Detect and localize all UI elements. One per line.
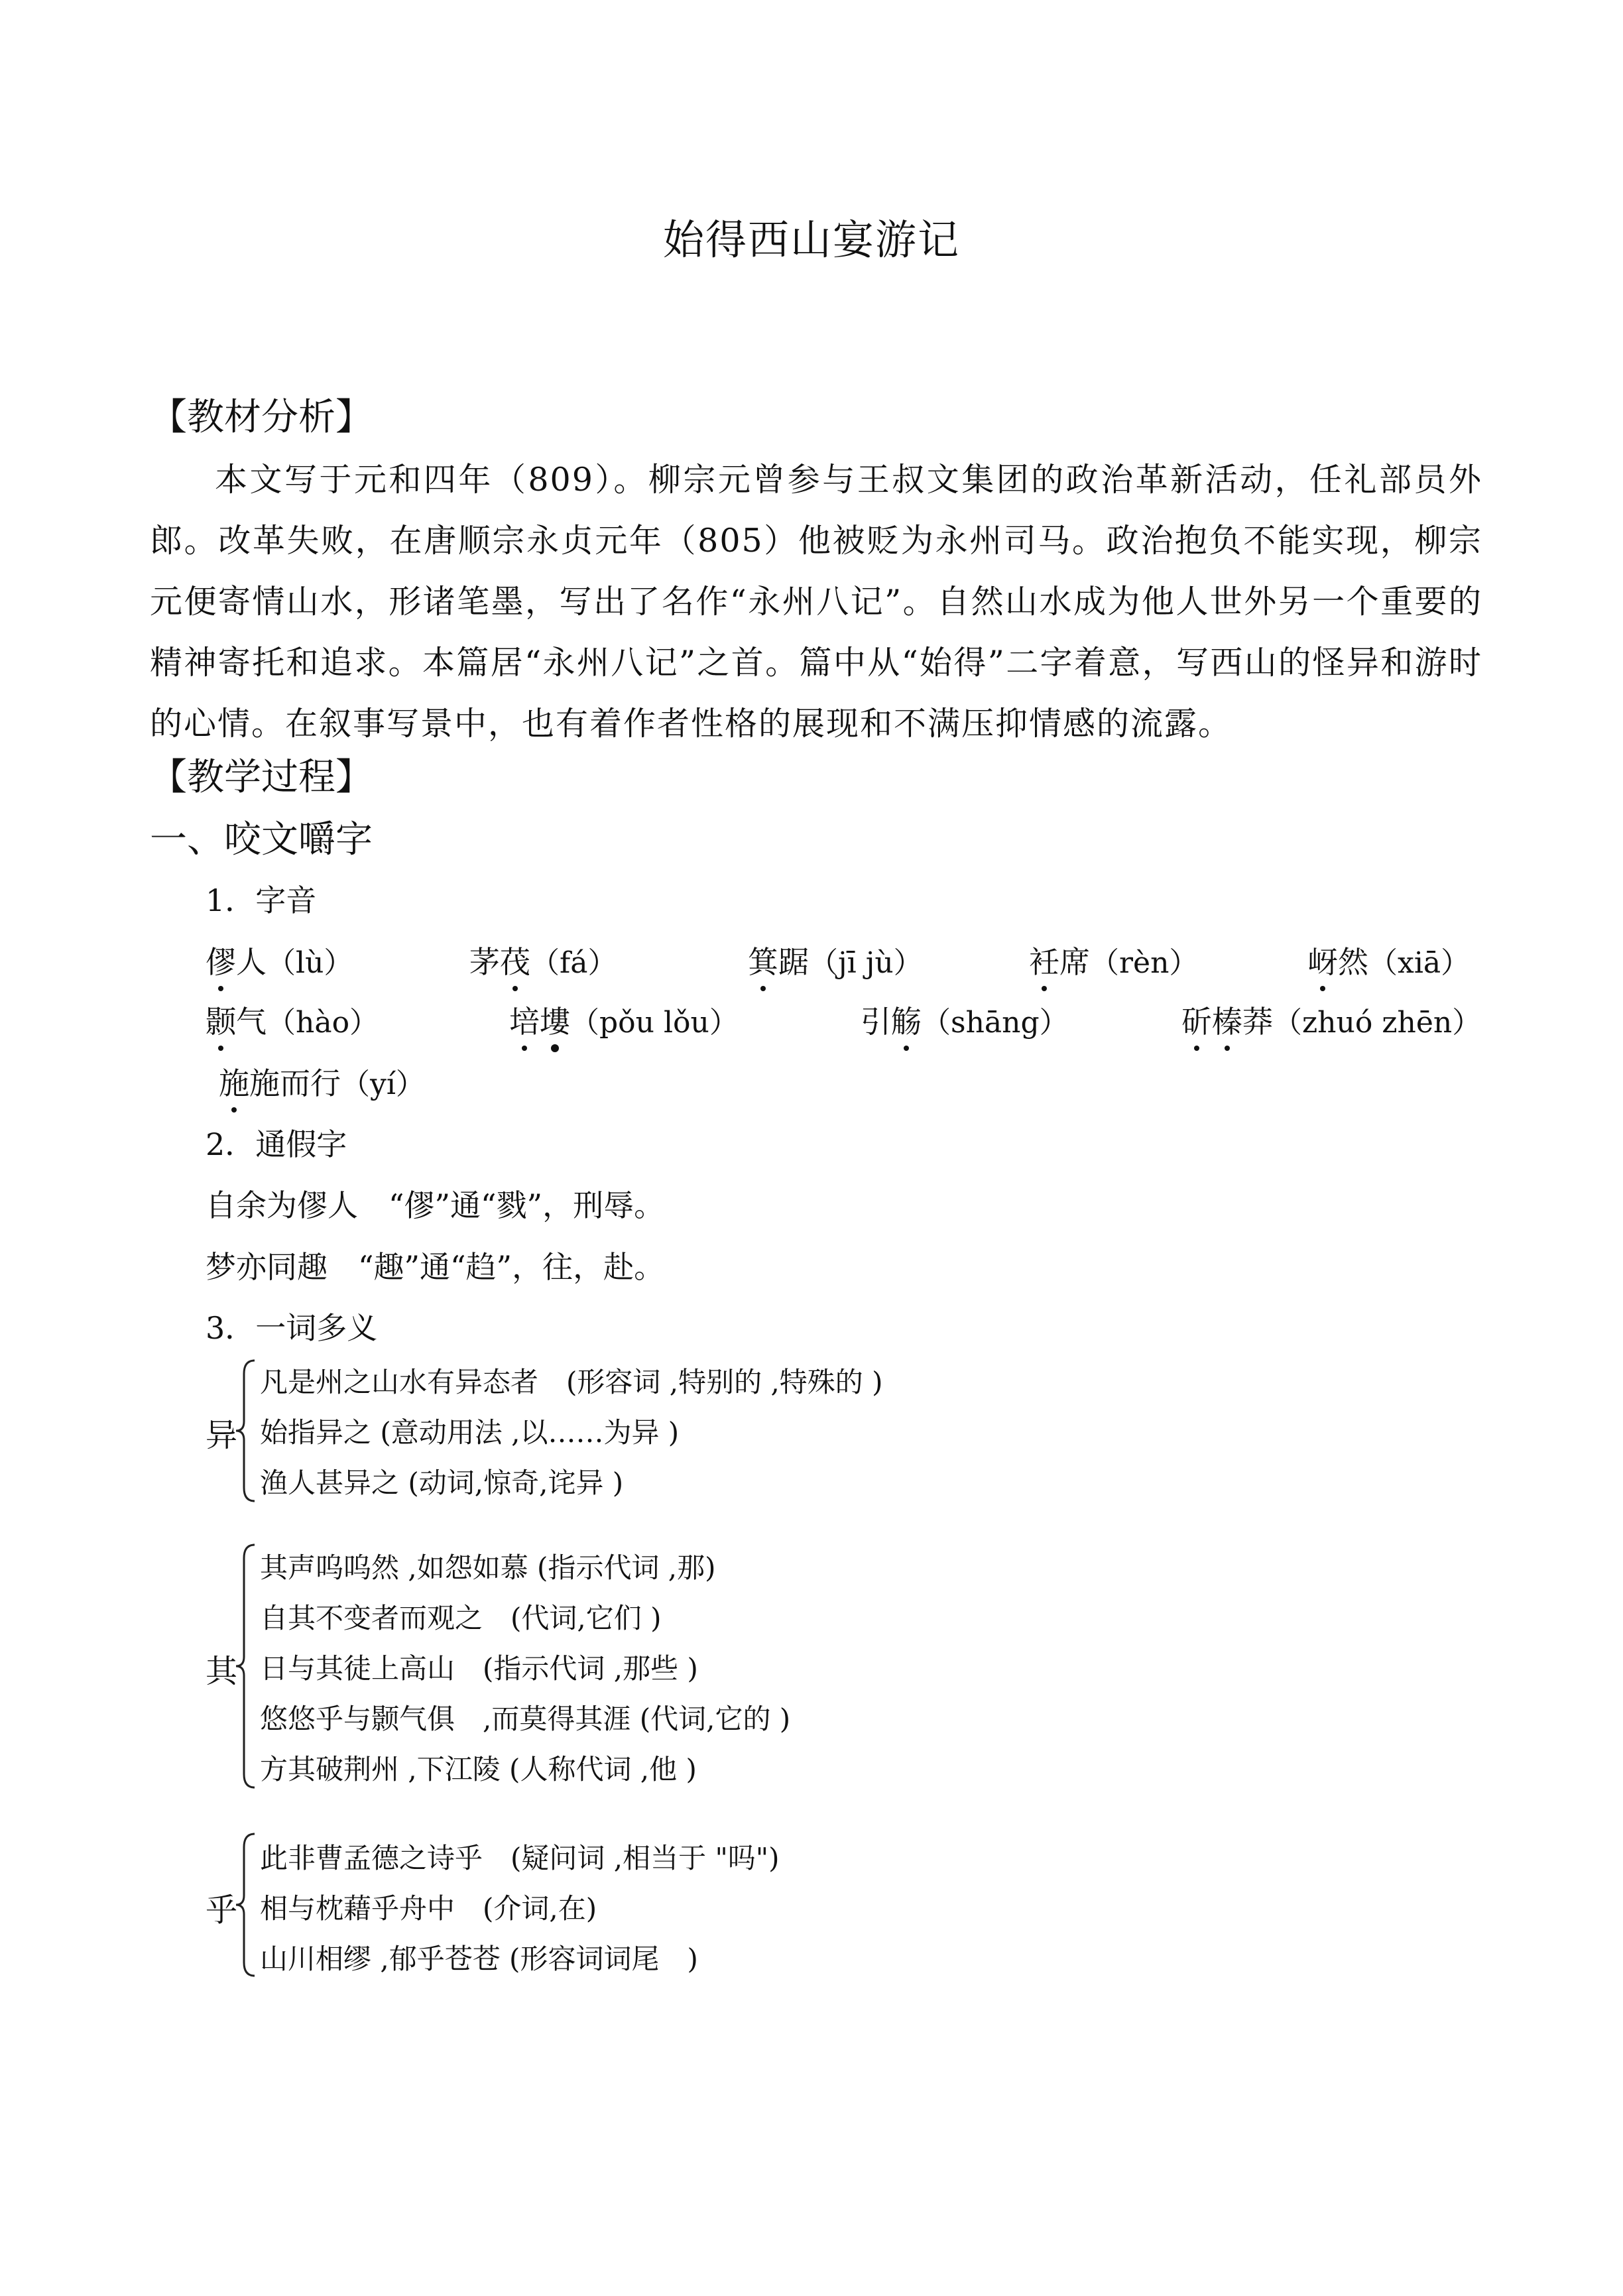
polysemy-line: 此非曹孟德之诗乎 (疑问词 ,相当于 "吗") xyxy=(260,1842,780,1874)
pron-item: 箕踞（jī jù） xyxy=(748,938,923,982)
pron-item: 茅茷（fá） xyxy=(469,938,617,982)
analysis-heading: 【教材分析】 xyxy=(150,396,373,439)
page-title: 始得西山宴游记 xyxy=(662,215,960,264)
process-heading: 【教学过程】 xyxy=(150,756,373,799)
polysemy-line: 相与枕藉乎舟中 (介词,在) xyxy=(260,1892,597,1925)
polysemy-line: 日与其徒上高山 (指示代词 ,那些 ) xyxy=(260,1652,698,1685)
polysemy-char: 其 xyxy=(206,1653,238,1690)
polysemy-line: 渔人甚异之 (动词,惊奇,诧异 ) xyxy=(260,1467,624,1499)
pron-item: 衽席（rèn） xyxy=(1029,938,1198,982)
polysemy-line: 始指异之 (意动用法 ,以……为异 ) xyxy=(260,1416,680,1449)
polysemy-line: 凡是州之山水有异态者 (形容词 ,特别的 ,特殊的 ) xyxy=(260,1366,883,1398)
polysemy-line: 山川相缪 ,郁乎苍苍 (形容词词尾 ) xyxy=(260,1943,698,1975)
tongjia-label: 2．通假字 xyxy=(206,1126,347,1162)
pron-item: 引觞（shāng） xyxy=(861,998,1069,1042)
polysemy-line: 其声呜呜然 ,如怨如慕 (指示代词 ,那) xyxy=(260,1551,716,1584)
pronunciation-label: 1．字音 xyxy=(206,882,317,918)
polysemy-char: 异 xyxy=(206,1417,238,1454)
pron-item: 斫榛莽（zhuó zhēn） xyxy=(1181,998,1481,1042)
pron-item: 培塿（pǒu lǒu） xyxy=(509,998,739,1042)
polysemy-line: 自其不变者而观之 (代词,它们 ) xyxy=(260,1602,662,1634)
analysis-paragraph xyxy=(150,450,1482,755)
pron-item: 岈然（xiā） xyxy=(1307,938,1470,982)
section-heading-1: 一、咬文嚼字 xyxy=(150,818,373,861)
polysemy-line: 方其破荆州 ,下江陵 (人称代词 ,他 ) xyxy=(260,1753,697,1785)
pron-item: 僇人（lù） xyxy=(206,938,353,982)
polysemy-label: 3．一词多义 xyxy=(206,1310,378,1346)
analysis-text: 本文写于元和四年（809）。柳宗元曾参与王叔文集团的政治革新活动，任礼部员外郎。改革失败，在唐顺宗永贞元年（805）他被贬为永州司马。政治抱负不能实现，柳宗元便寄情山水，形诸笔墨，写出了名作“永州八记”。自然山水成为他人世外另一个重要的精神寄托和追求。本篇居“永州八记”之首。篇中从“始得”二字着意，写西山的怪异和游时的心情。在叙事写景中，也有着作者性格的展现和不满压抑情感的流露。 xyxy=(150,461,1482,743)
tongjia-line: 梦亦同趣 “趣”通“趋”，往，赴。 xyxy=(206,1249,665,1285)
pron-item: 颢气（hào） xyxy=(206,998,379,1042)
pron-item: 施施而行（yí） xyxy=(219,1059,425,1103)
polysemy-line: 悠悠乎与颢气俱 ,而莫得其涯 (代词,它的 ) xyxy=(260,1703,791,1735)
polysemy-char: 乎 xyxy=(206,1892,238,1929)
tongjia-line: 自余为僇人 “僇”通“戮”，刑辱。 xyxy=(206,1187,665,1223)
